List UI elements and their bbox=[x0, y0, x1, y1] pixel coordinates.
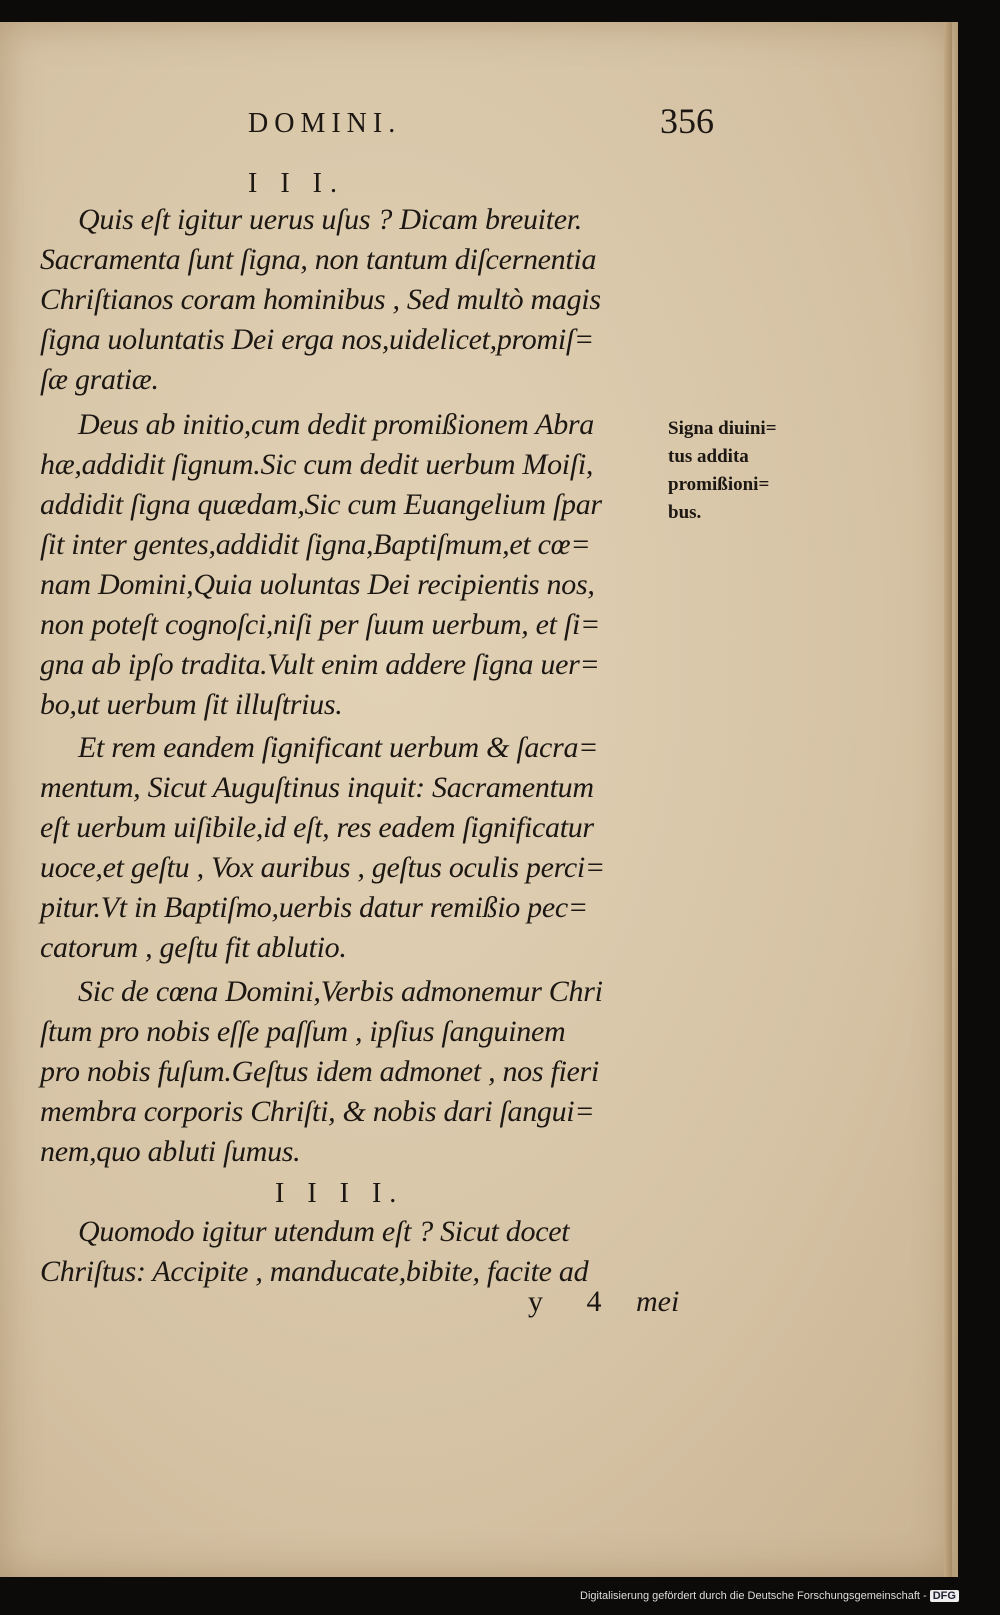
text-line: membra corporis Chriſti, & nobis dari ſangui= bbox=[40, 1095, 595, 1128]
text-line: Deus ab initio,cum dedit promißionem Abra bbox=[78, 408, 594, 441]
text-line: ſit inter gentes,addidit ſigna,Baptiſmum,et cœ= bbox=[40, 528, 591, 561]
marginal-line: promißioni= bbox=[668, 474, 770, 495]
text-line: nam Domini,Quia uoluntas Dei recipientis nos, bbox=[40, 568, 595, 601]
section-number-4: I I I I. bbox=[275, 1178, 405, 1209]
marginal-note bbox=[668, 415, 828, 527]
text-line: bo,ut uerbum ſit illuſtrius. bbox=[40, 688, 343, 721]
text-line: hæ,addidit ſignum.Sic cum dedit uerbum Moiſi, bbox=[40, 448, 594, 481]
text-line: Chriſtus: Accipite , manducate,bibite, facite ad bbox=[40, 1255, 589, 1288]
section-number-3: I I I. bbox=[248, 168, 345, 199]
text-line: Quis eſt igitur uerus uſus ? Dicam breuiter. bbox=[78, 203, 583, 236]
text-line: eſt uerbum uiſibile,id eſt, res eadem ſignificatur bbox=[40, 811, 594, 844]
dfg-logo: DFG bbox=[930, 1590, 959, 1602]
text-line: mentum, Sicut Auguſtinus inquit: Sacramentum bbox=[40, 771, 594, 804]
text-line: Quomodo igitur utendum eſt ? Sicut docet bbox=[78, 1215, 570, 1248]
marginal-line: tus addita bbox=[668, 446, 749, 467]
text-line: gna ab ipſo tradita.Vult enim addere ſigna uer= bbox=[40, 648, 600, 681]
text-line: Sacramenta ſunt ſigna, non tantum diſcernentia bbox=[40, 243, 597, 276]
text-line: catorum , geſtu fit ablutio. bbox=[40, 931, 347, 964]
text-line: nem,quo abluti ſumus. bbox=[40, 1135, 301, 1168]
text-line: Sic de cœna Domini,Verbis admonemur Chri bbox=[78, 975, 603, 1008]
text-line: non poteſt cognoſci,niſi per ſuum uerbum, et ſi= bbox=[40, 608, 600, 641]
signature-mark: y 4 bbox=[528, 1285, 620, 1318]
text-line: uoce,et geſtu , Vox auribus , geſtus oculis perci= bbox=[40, 851, 605, 884]
text-line: ſigna uoluntatis Dei erga nos,uidelicet,promiſ= bbox=[40, 323, 594, 356]
text-line: addidit ſigna quædam,Sic cum Euangelium ſpar bbox=[40, 488, 602, 521]
text-line: pitur.Vt in Baptiſmo,uerbis datur remißio pec= bbox=[40, 891, 588, 924]
text-line: pro nobis fuſum.Geſtus idem admonet , nos fieri bbox=[40, 1055, 599, 1088]
text-line: ſtum pro nobis eſſe paſſum , ipſius ſanguinem bbox=[40, 1015, 566, 1048]
text-line: Chriſtianos coram hominibus , Sed multò magis bbox=[40, 283, 601, 316]
catchword: mei bbox=[636, 1285, 680, 1318]
credit-text: Digitalisierung gefördert durch die Deutsche Forschungsgemeinschaft - bbox=[580, 1590, 927, 1602]
page-number: 356 bbox=[660, 101, 714, 141]
marginal-line: bus. bbox=[668, 502, 702, 523]
running-title: DOMINI. bbox=[248, 108, 402, 139]
marginal-line: Signa diuini= bbox=[668, 418, 777, 439]
text-line: ſæ gratiæ. bbox=[40, 363, 159, 396]
text-line: Et rem eandem ſignificant uerbum & ſacra= bbox=[78, 731, 599, 764]
digitization-credit bbox=[580, 1590, 959, 1602]
